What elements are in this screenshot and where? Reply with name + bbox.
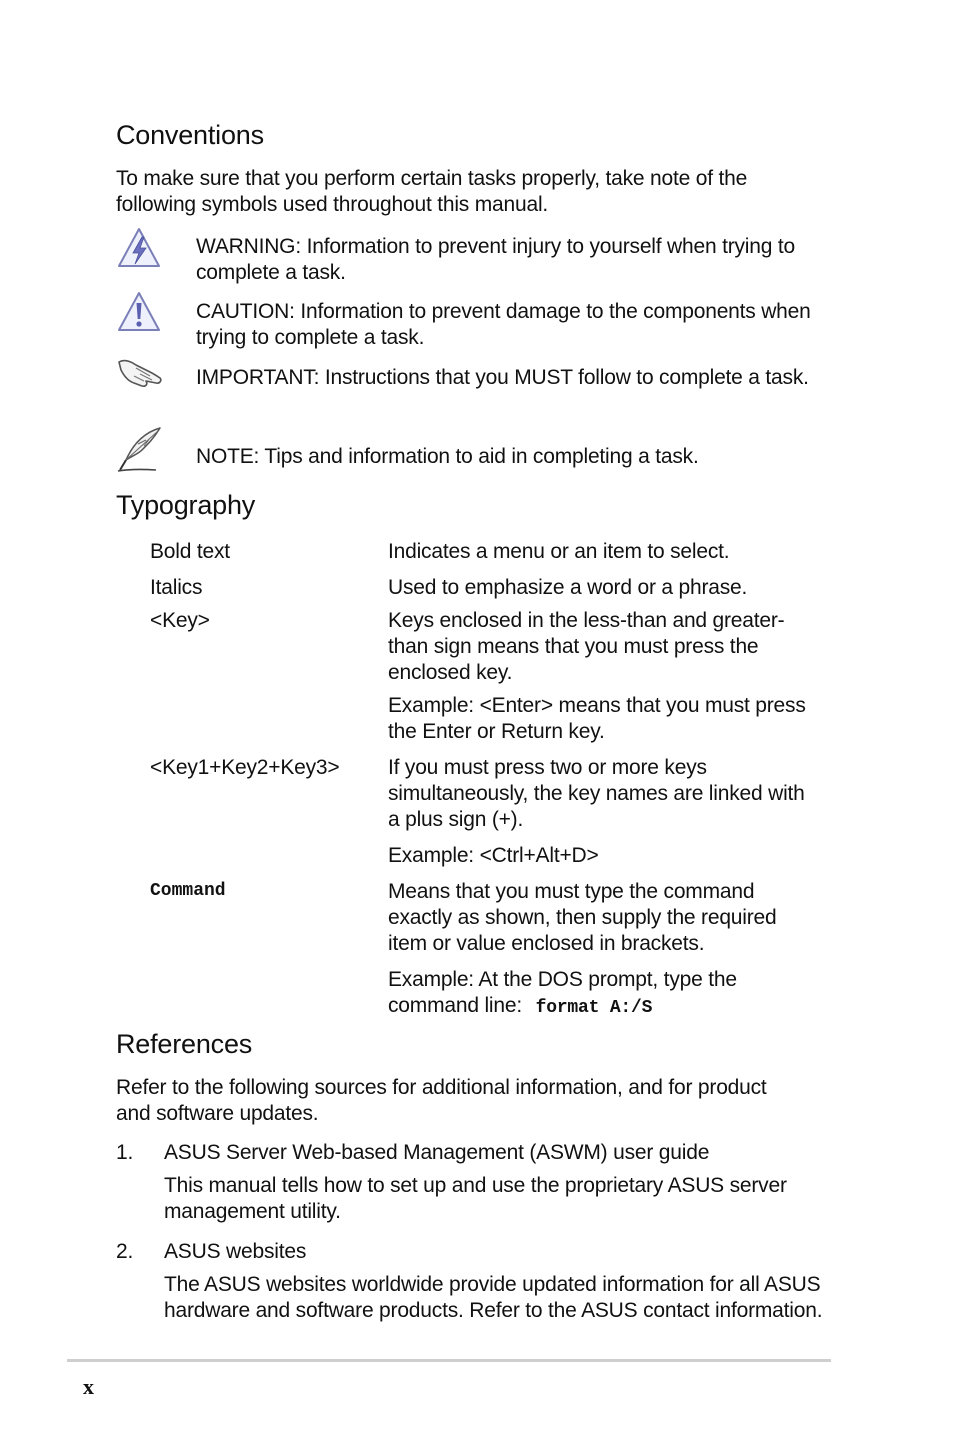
typography-term: <Key1+Key2+Key3> [150,756,340,779]
typography-desc: Keys enclosed in the less-than and greater- than sign means that you must press the enclosed key. [388,609,785,684]
warning-lightning-icon [116,226,162,270]
command-code: format A:/S [535,998,653,1018]
typography-term-command: Command [150,881,226,901]
references-heading: References [116,1029,253,1059]
conventions-intro: To make sure that you perform certain tasks properly, take note of the following symbols used throughout this manual. [116,167,748,216]
reference-number: 2. [116,1240,134,1263]
typography-desc: Indicates a menu or an item to select. [388,540,730,563]
important-hand-icon [116,356,164,390]
reference-title: ASUS websites [164,1240,307,1263]
caution-exclamation-icon [116,290,162,334]
caution-text: CAUTION: Information to prevent damage to the components when trying to complete a task. [196,300,811,349]
typography-example: Example: <Ctrl+Alt+D> [388,844,599,867]
typography-desc: If you must press two or more keys simultaneously, the key names are linked with a plus sign (+). [388,756,805,831]
conventions-heading: Conventions [116,120,264,150]
references-intro: Refer to the following sources for additional information, and for product and software updates. [116,1076,767,1125]
typography-example: Example: At the DOS prompt, type the command line: format A:/S [388,968,737,1018]
reference-body: The ASUS websites worldwide provide updated information for all ASUS hardware and software products. Refer to the ASUS contact information. [164,1273,823,1322]
page-number: x [83,1374,94,1399]
typography-heading: Typography [116,490,256,520]
important-text: IMPORTANT: Instructions that you MUST follow to complete a task. [196,366,809,389]
reference-title: ASUS Server Web-based Management (ASWM) user guide [164,1141,710,1164]
reference-body: This manual tells how to set up and use the proprietary ASUS server management utility. [164,1174,787,1223]
typography-term: <Key> [150,609,210,632]
note-text: NOTE: Tips and information to aid in completing a task. [196,445,699,468]
typography-desc: Used to emphasize a word or a phrase. [388,576,748,599]
reference-number: 1. [116,1141,134,1164]
typography-desc: Means that you must type the command exactly as shown, then supply the required item or value enclosed in brackets. [388,880,777,955]
typography-term: Italics [150,576,203,599]
note-quill-icon [116,426,164,474]
typography-example: Example: <Enter> means that you must press the Enter or Return key. [388,694,806,743]
typography-term: Bold text [150,540,230,563]
warning-text: WARNING: Information to prevent injury to yourself when trying to complete a task. [196,235,795,284]
footer-rule [67,1359,831,1362]
